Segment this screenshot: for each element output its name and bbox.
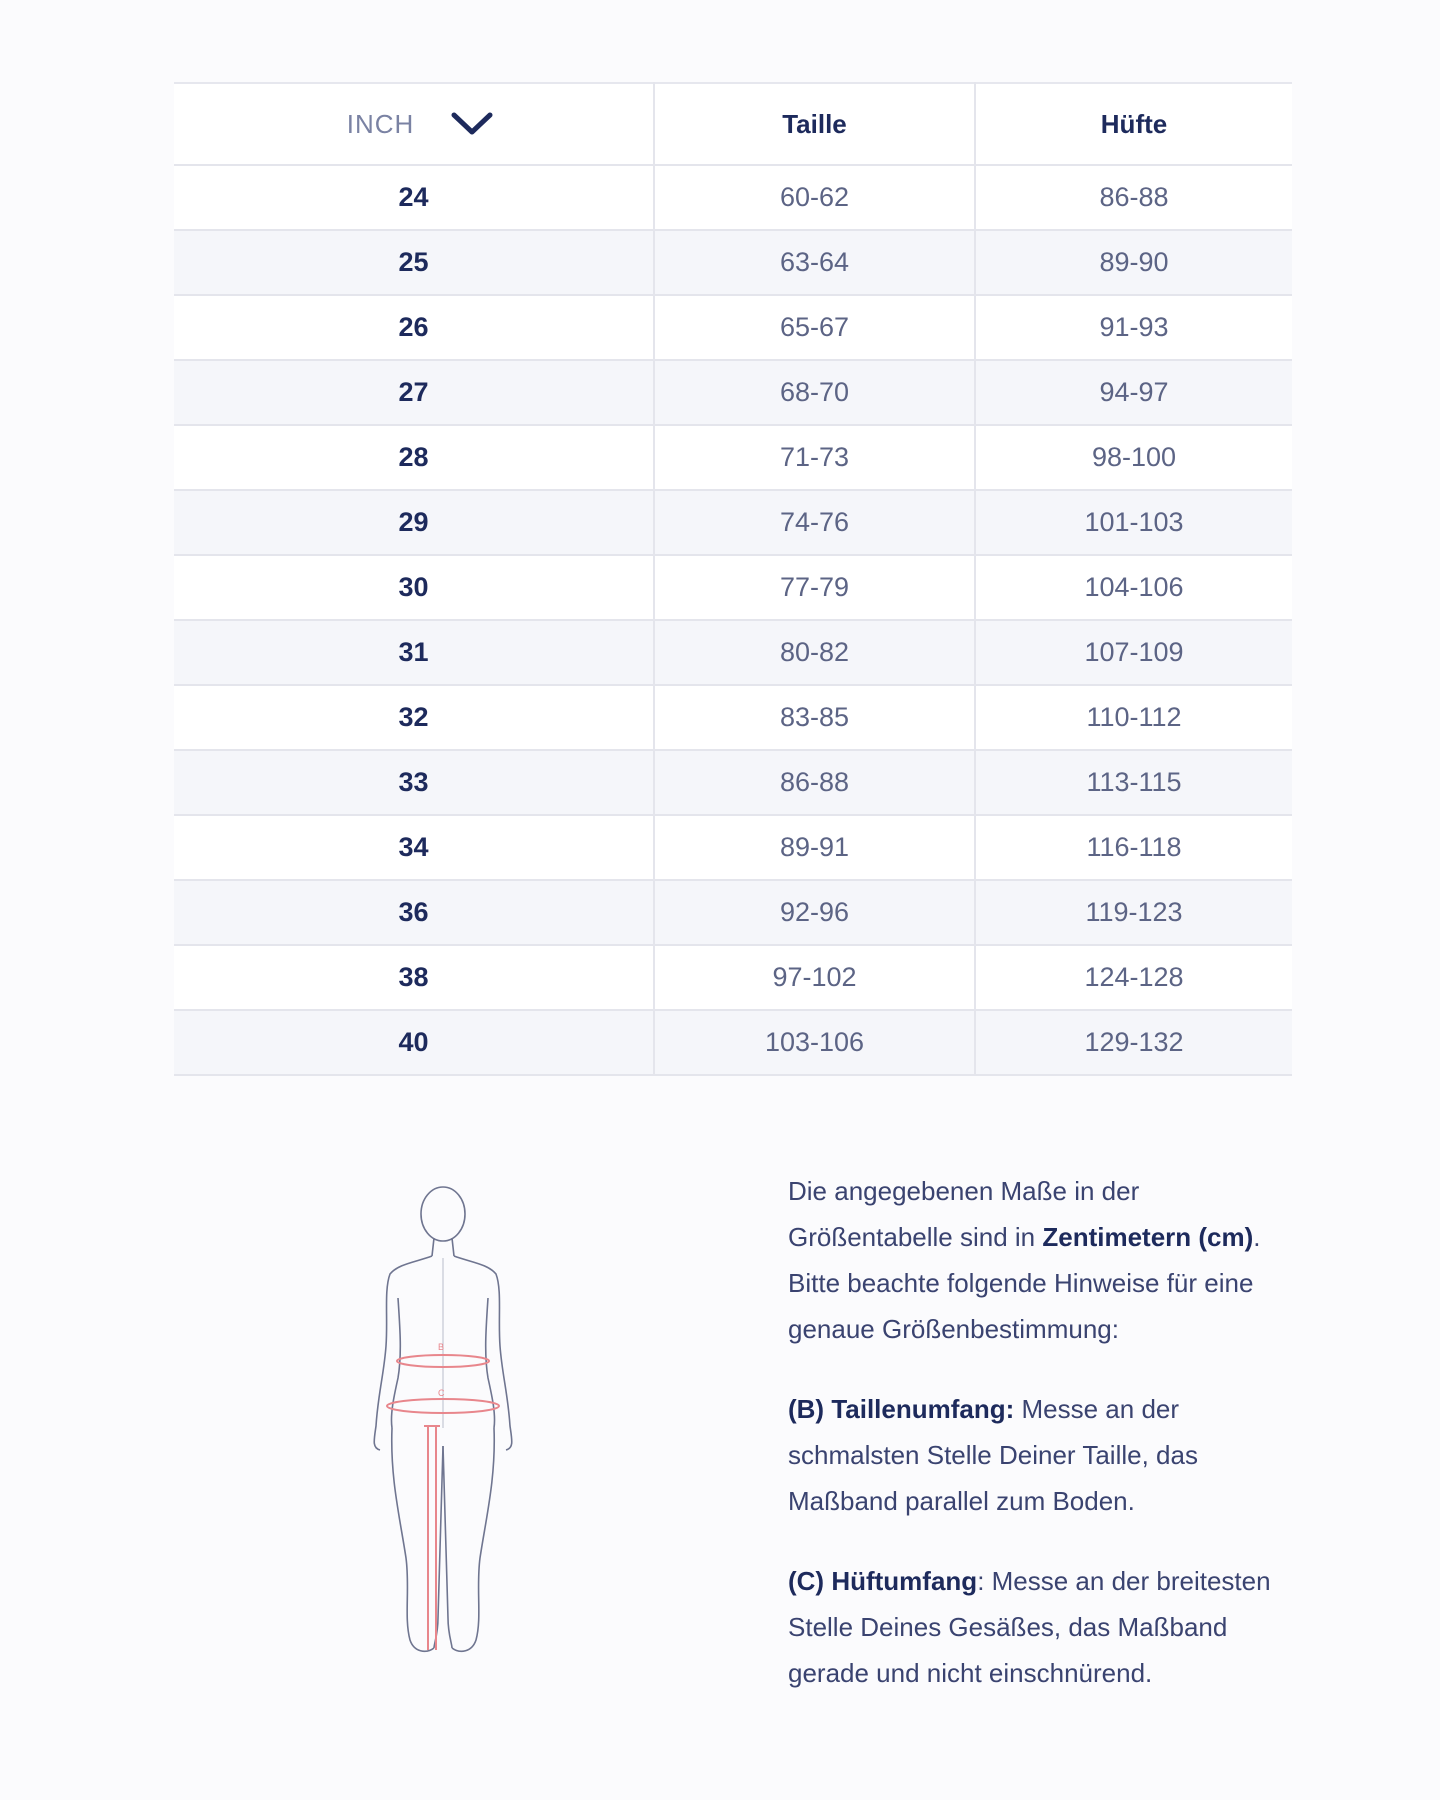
marker-c: C [438,1388,445,1398]
taille-cell: 89-91 [654,815,975,880]
size-cell: 30 [174,555,654,620]
taille-cell: 60-62 [654,165,975,230]
table-row [174,425,1292,490]
huefte-cell: 119-123 [975,880,1292,945]
info-intro: Die angegebenen Maße in der Größentabelle sind in Zentimetern (cm). Bitte beachte folgende Hinweise für eine genaue Größenbestimmung: [788,1176,1261,1344]
size-cell: 32 [174,685,654,750]
taille-cell: 65-67 [654,295,975,360]
taille-cell: 68-70 [654,360,975,425]
measurement-info [788,1168,1308,1730]
taille-cell: 71-73 [654,425,975,490]
info-waist: (B) Taillenumfang: Messe an der schmalsten Stelle Deiner Taille, das Maßband parallel zum Boden. [788,1394,1198,1516]
table-header-row [174,83,1292,165]
table-row [174,360,1292,425]
size-cell: 33 [174,750,654,815]
table-row [174,1010,1292,1075]
unit-selector-label: INCH [346,108,415,139]
huefte-cell: 86-88 [975,165,1292,230]
marker-b: B [438,1342,445,1352]
size-cell: 26 [174,295,654,360]
table-row [174,945,1292,1010]
table-row [174,165,1292,230]
taille-cell: 74-76 [654,490,975,555]
huefte-cell: 94-97 [975,360,1292,425]
size-cell: 34 [174,815,654,880]
taille-cell: 80-82 [654,620,975,685]
column-header-taille: Taille [654,83,975,165]
size-cell: 25 [174,230,654,295]
huefte-cell: 89-90 [975,230,1292,295]
size-cell: 31 [174,620,654,685]
huefte-cell: 113-115 [975,750,1292,815]
huefte-cell: 91-93 [975,295,1292,360]
unit-selector[interactable] [174,83,654,165]
table-row [174,490,1292,555]
huefte-cell: 129-132 [975,1010,1292,1075]
body-measurement-figure-icon [364,1178,522,1658]
info-hip: (C) Hüftumfang: Messe an der breitesten Stelle Deines Gesäßes, das Maßband gerade und nicht einschnürend. [788,1566,1271,1688]
huefte-cell: 104-106 [975,555,1292,620]
taille-cell: 83-85 [654,685,975,750]
huefte-cell: 116-118 [975,815,1292,880]
taille-cell: 92-96 [654,880,975,945]
size-chart-table [174,82,1292,1076]
huefte-cell: 124-128 [975,945,1292,1010]
info-hip-title: (C) Hüftumfang [788,1566,978,1596]
size-cell: 27 [174,360,654,425]
info-waist-title: (B) Taillenumfang: [788,1394,1015,1424]
info-unit-highlight: Zentimetern (cm) [1042,1222,1254,1252]
size-cell: 40 [174,1010,654,1075]
size-cell: 29 [174,490,654,555]
table-row [174,880,1292,945]
taille-cell: 63-64 [654,230,975,295]
table-row [174,620,1292,685]
table-row [174,555,1292,620]
size-cell: 28 [174,425,654,490]
taille-cell: 97-102 [654,945,975,1010]
size-cell: 24 [174,165,654,230]
chevron-down-icon[interactable] [450,111,494,137]
taille-cell: 86-88 [654,750,975,815]
size-cell: 38 [174,945,654,1010]
huefte-cell: 101-103 [975,490,1292,555]
size-cell: 36 [174,880,654,945]
huefte-cell: 110-112 [975,685,1292,750]
taille-cell: 77-79 [654,555,975,620]
huefte-cell: 107-109 [975,620,1292,685]
table-row [174,295,1292,360]
table-row [174,685,1292,750]
table-row [174,230,1292,295]
huefte-cell: 98-100 [975,425,1292,490]
column-header-huefte: Hüfte [975,83,1292,165]
table-row [174,750,1292,815]
table-row [174,815,1292,880]
taille-cell: 103-106 [654,1010,975,1075]
